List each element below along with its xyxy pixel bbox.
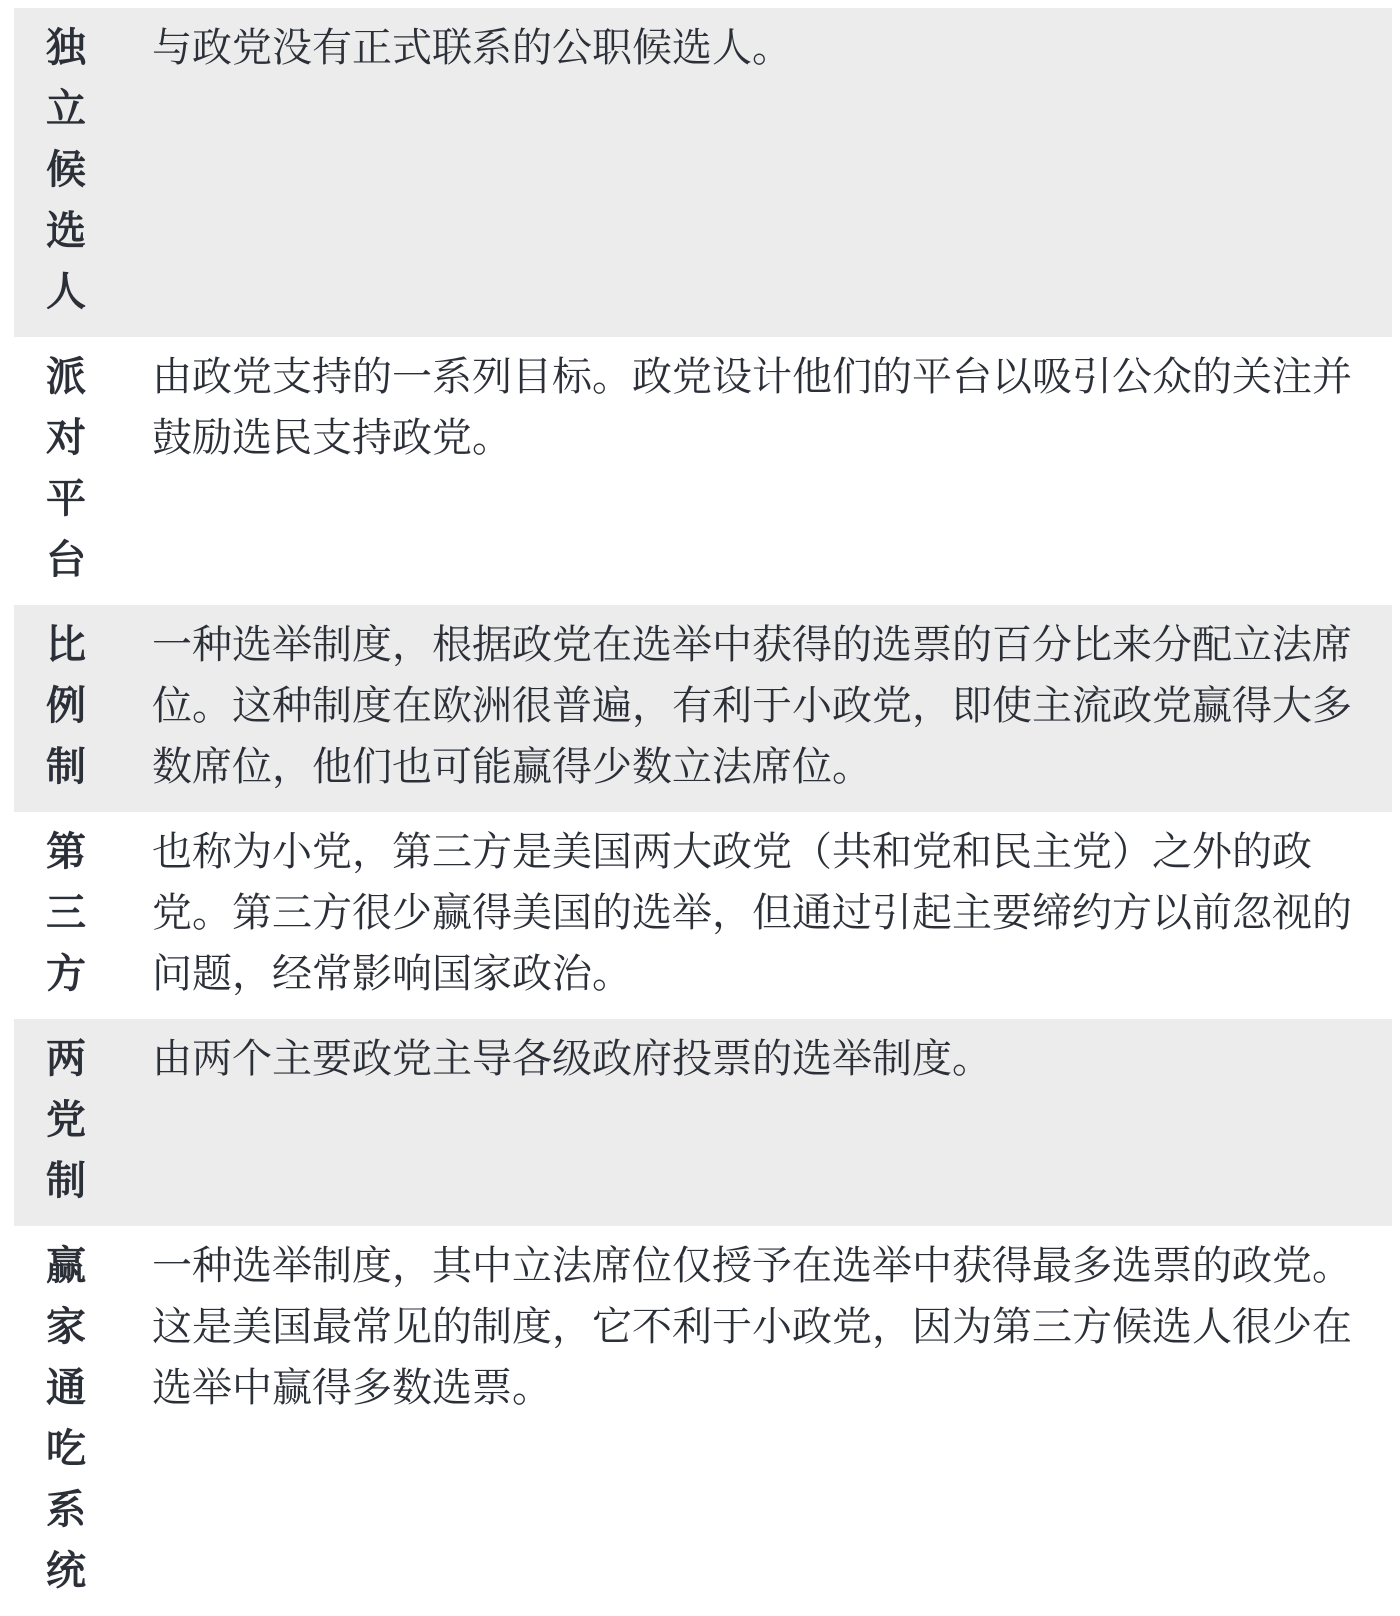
table-row	[14, 812, 1392, 1019]
definition-cell	[92, 812, 1392, 1019]
term-text: 两党制	[46, 1036, 86, 1204]
table-row	[14, 1019, 1392, 1226]
term-text: 比例制	[46, 622, 86, 790]
glossary-table	[14, 8, 1392, 1616]
definition-cell	[92, 8, 1392, 337]
definition-cell	[92, 1019, 1392, 1226]
term-text: 独立候选人	[46, 25, 86, 315]
definition-text: 由两个主要政党主导各级政府投票的选举制度。	[152, 1036, 992, 1082]
term-cell	[14, 337, 92, 605]
definition-cell	[92, 1226, 1392, 1616]
term-text: 第三方	[46, 829, 86, 997]
term-cell	[14, 1019, 92, 1226]
table-row	[14, 337, 1392, 605]
definition-cell	[92, 337, 1392, 605]
definition-cell	[92, 605, 1392, 812]
term-text: 派对平台	[46, 354, 86, 583]
table-row	[14, 1226, 1392, 1616]
definition-text: 也称为小党，第三方是美国两大政党（共和党和民主党）之外的政党。第三方很少赢得美国的选举，但通过引起主要缔约方以前忽视的问题，经常影响国家政治。	[152, 829, 1352, 997]
definition-text: 与政党没有正式联系的公职候选人。	[152, 25, 792, 71]
term-cell	[14, 1226, 92, 1616]
table-row	[14, 8, 1392, 337]
definition-text: 一种选举制度，根据政党在选举中获得的选票的百分比来分配立法席位。这种制度在欧洲很普遍，有利于小政党，即使主流政党赢得大多数席位，他们也可能赢得少数立法席位。	[152, 622, 1352, 790]
definition-text: 一种选举制度，其中立法席位仅授予在选举中获得最多选票的政党。这是美国最常见的制度，它不利于小政党，因为第三方候选人很少在选举中赢得多数选票。	[152, 1243, 1352, 1411]
term-text: 赢家通吃系统	[46, 1243, 86, 1594]
definition-text: 由政党支持的一系列目标。政党设计他们的平台以吸引公众的关注并鼓励选民支持政党。	[152, 354, 1352, 461]
term-cell	[14, 605, 92, 812]
table-row	[14, 605, 1392, 812]
term-cell	[14, 8, 92, 337]
term-cell	[14, 812, 92, 1019]
